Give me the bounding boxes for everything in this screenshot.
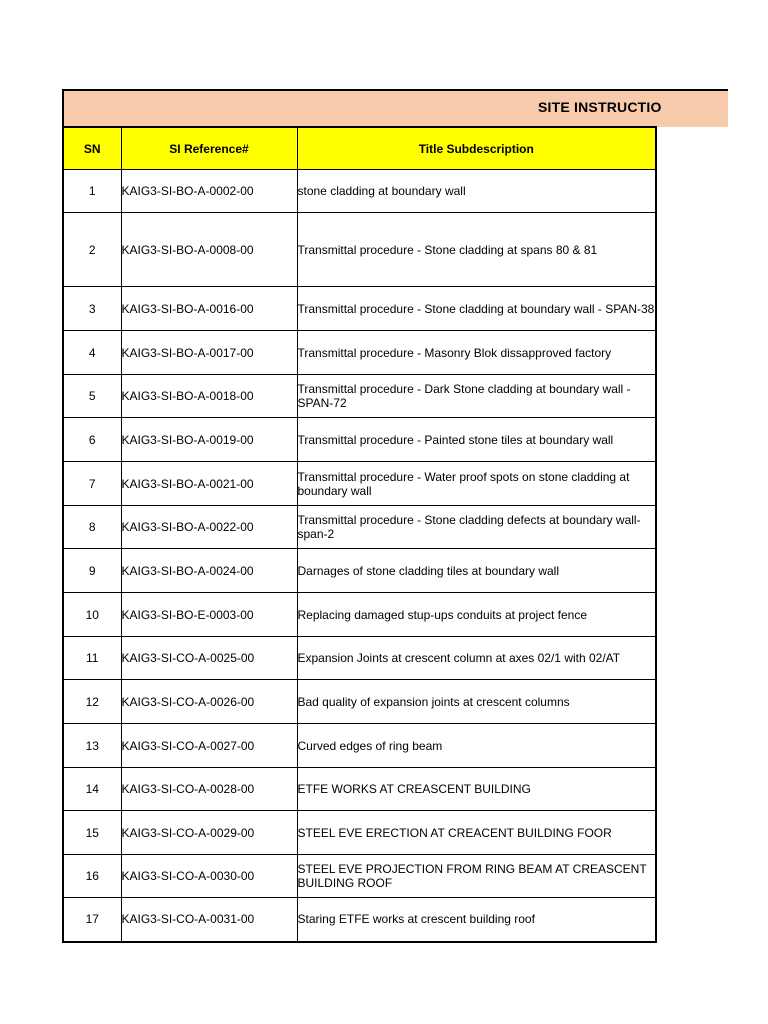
cell-title[interactable]: Transmittal procedure - Masonry Blok dissapproved factory [297, 331, 656, 375]
cell-title[interactable]: Transmittal procedure - Stone cladding at spans 80 & 81 [297, 213, 656, 287]
cell-sn[interactable]: 12 [63, 680, 121, 724]
table-row [63, 811, 656, 855]
cell-sn[interactable]: 4 [63, 331, 121, 375]
cell-sn[interactable]: 11 [63, 637, 121, 680]
column-header-si-reference[interactable]: SI Reference# [121, 127, 297, 170]
cell-si-reference[interactable]: KAIG3-SI-BO-A-0021-00 [121, 462, 297, 506]
cell-sn[interactable]: 2 [63, 213, 121, 287]
cell-si-reference[interactable]: KAIG3-SI-CO-A-0027-00 [121, 724, 297, 768]
cell-sn[interactable]: 8 [63, 506, 121, 549]
table-row [63, 768, 656, 811]
cell-title[interactable]: stone cladding at boundary wall [297, 170, 656, 213]
cell-sn[interactable]: 3 [63, 287, 121, 331]
table-row [63, 549, 656, 593]
table-row [63, 331, 656, 375]
cell-si-reference[interactable]: KAIG3-SI-BO-A-0022-00 [121, 506, 297, 549]
cell-sn[interactable]: 15 [63, 811, 121, 855]
table-row [63, 724, 656, 768]
sheet-title: SITE INSTRUCTIO [538, 99, 662, 115]
cell-si-reference[interactable]: KAIG3-SI-CO-A-0030-00 [121, 855, 297, 898]
cell-si-reference[interactable]: KAIG3-SI-BO-A-0008-00 [121, 213, 297, 287]
cell-si-reference[interactable]: KAIG3-SI-BO-A-0019-00 [121, 418, 297, 462]
cell-title[interactable]: Replacing damaged stup-ups conduits at project fence [297, 593, 656, 637]
cell-sn[interactable]: 6 [63, 418, 121, 462]
cell-title[interactable]: Darnages of stone cladding tiles at boundary wall [297, 549, 656, 593]
sheet-title-band [62, 89, 728, 127]
table-row [63, 855, 656, 898]
table-row [63, 462, 656, 506]
cell-sn[interactable]: 7 [63, 462, 121, 506]
table-row [63, 287, 656, 331]
cell-si-reference[interactable]: KAIG3-SI-BO-A-0002-00 [121, 170, 297, 213]
table-row [63, 213, 656, 287]
cell-title[interactable]: Transmittal procedure - Water proof spots on stone cladding at boundary wall [297, 462, 656, 506]
column-header-title-subdescription[interactable]: Title Subdescription [297, 127, 656, 170]
cell-sn[interactable]: 13 [63, 724, 121, 768]
cell-sn[interactable]: 14 [63, 768, 121, 811]
cell-sn[interactable]: 16 [63, 855, 121, 898]
cell-si-reference[interactable]: KAIG3-SI-CO-A-0026-00 [121, 680, 297, 724]
cell-sn[interactable]: 17 [63, 898, 121, 942]
cell-si-reference[interactable]: KAIG3-SI-BO-A-0018-00 [121, 375, 297, 418]
header-row [63, 127, 656, 170]
cell-title[interactable]: Expansion Joints at crescent column at axes 02/1 with 02/AT [297, 637, 656, 680]
cell-si-reference[interactable]: KAIG3-SI-BO-A-0024-00 [121, 549, 297, 593]
column-header-sn[interactable]: SN [63, 127, 121, 170]
table-row [63, 170, 656, 213]
cell-title[interactable]: Transmittal procedure - Stone cladding at boundary wall - SPAN-38 [297, 287, 656, 331]
cell-title[interactable]: STEEL EVE PROJECTION FROM RING BEAM AT CREASCENT BUILDING ROOF [297, 855, 656, 898]
cell-title[interactable]: ETFE WORKS AT CREASCENT BUILDING [297, 768, 656, 811]
cell-sn[interactable]: 5 [63, 375, 121, 418]
cell-title[interactable]: Transmittal procedure - Stone cladding defects at boundary wall-span-2 [297, 506, 656, 549]
cell-si-reference[interactable]: KAIG3-SI-CO-A-0028-00 [121, 768, 297, 811]
site-instruction-table [62, 126, 657, 943]
table-row [63, 375, 656, 418]
cell-si-reference[interactable]: KAIG3-SI-CO-A-0025-00 [121, 637, 297, 680]
cell-si-reference[interactable]: KAIG3-SI-CO-A-0031-00 [121, 898, 297, 942]
table-row [63, 637, 656, 680]
cell-si-reference[interactable]: KAIG3-SI-BO-A-0017-00 [121, 331, 297, 375]
cell-title[interactable]: Transmittal procedure - Dark Stone cladding at boundary wall - SPAN-72 [297, 375, 656, 418]
table-row [63, 418, 656, 462]
cell-si-reference[interactable]: KAIG3-SI-BO-A-0016-00 [121, 287, 297, 331]
cell-title[interactable]: Staring ETFE works at crescent building roof [297, 898, 656, 942]
table-row [63, 898, 656, 942]
table-row [63, 593, 656, 637]
cell-si-reference[interactable]: KAIG3-SI-BO-E-0003-00 [121, 593, 297, 637]
cell-title[interactable]: Bad quality of expansion joints at crescent columns [297, 680, 656, 724]
cell-sn[interactable]: 10 [63, 593, 121, 637]
cell-sn[interactable]: 9 [63, 549, 121, 593]
cell-title[interactable]: Transmittal procedure - Painted stone tiles at boundary wall [297, 418, 656, 462]
table-row [63, 680, 656, 724]
table-row [63, 506, 656, 549]
cell-si-reference[interactable]: KAIG3-SI-CO-A-0029-00 [121, 811, 297, 855]
cell-title[interactable]: Curved edges of ring beam [297, 724, 656, 768]
cell-title[interactable]: STEEL EVE ERECTION AT CREACENT BUILDING FOOR [297, 811, 656, 855]
cell-sn[interactable]: 1 [63, 170, 121, 213]
